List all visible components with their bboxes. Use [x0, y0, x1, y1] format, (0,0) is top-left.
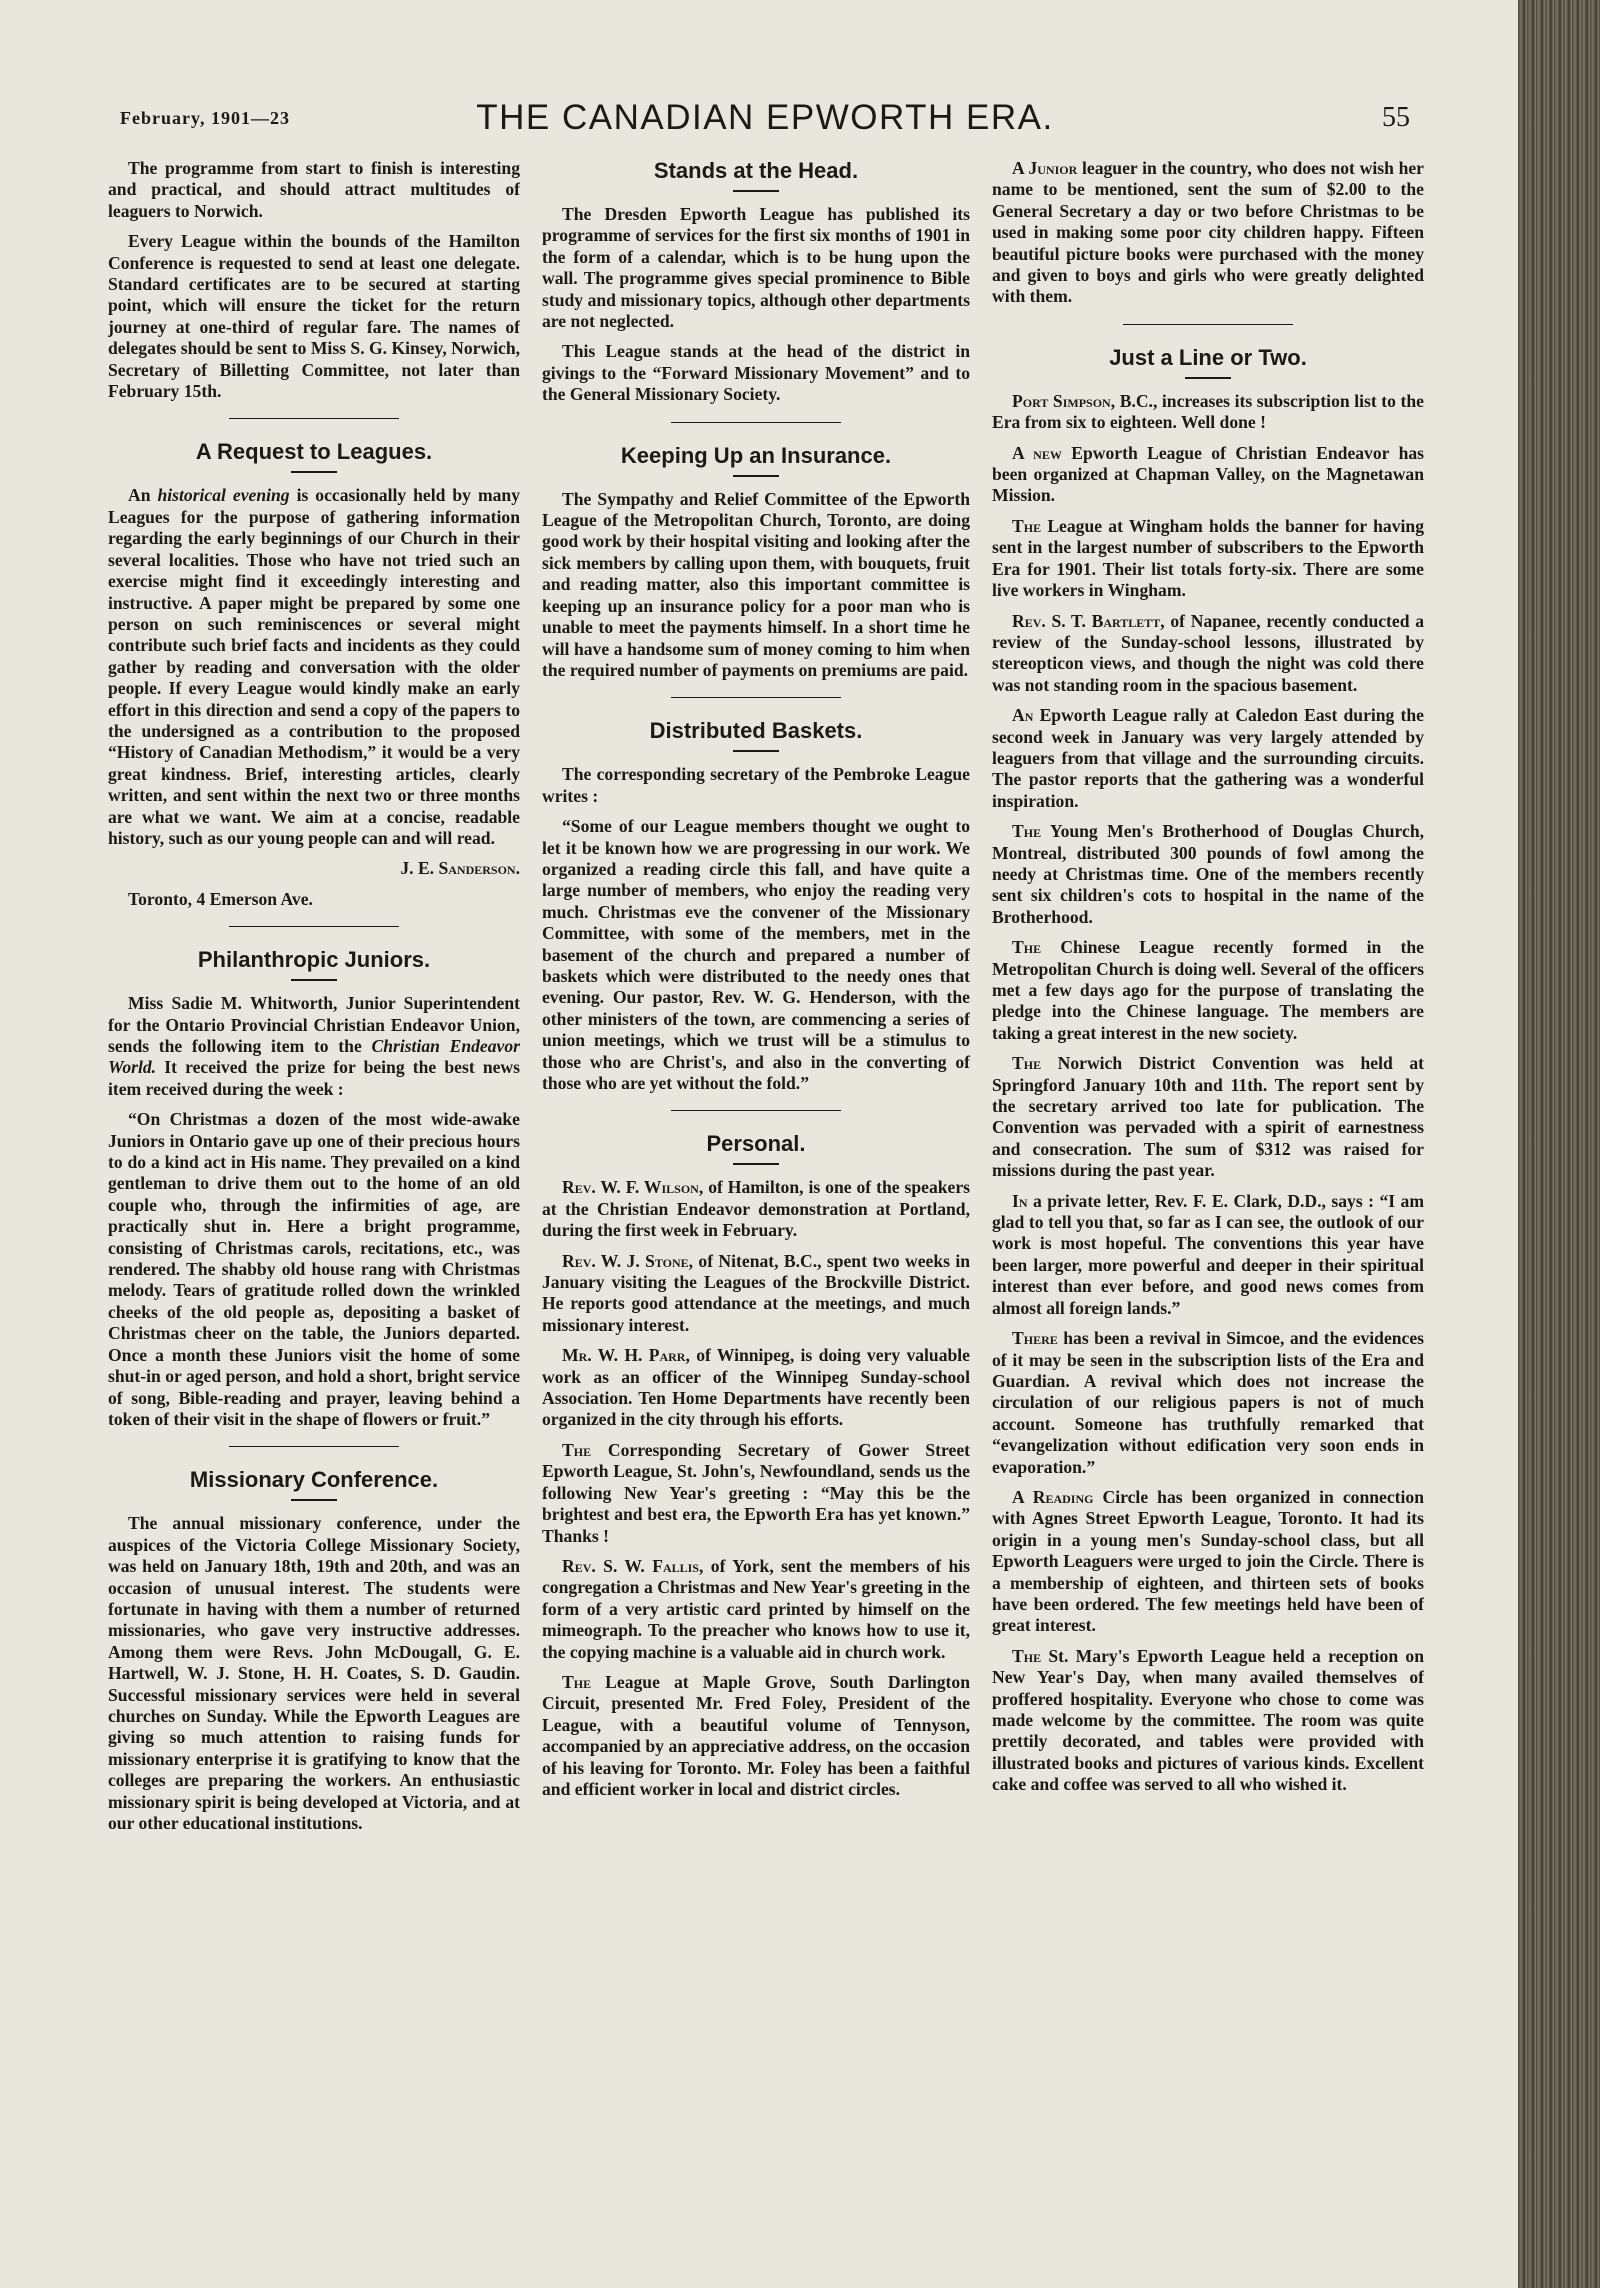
heading-stands-at-the-head: Stands at the Head.	[653, 158, 859, 183]
personal-item: The Corresponding Secretary of Gower Street Epworth League, St. John's, Newfoundland, sends us the following New Year's greeting : “May this be the brightest and best era, the Epworth Era has yet known.” Thanks !	[542, 1439, 970, 1546]
news-item: Port Simpson, B.C., increases its subscription list to the Era from six to eighteen. Well done !	[992, 390, 1424, 433]
section-divider	[229, 418, 399, 419]
news-item: In a private letter, Rev. F. E. Clark, D.D., says : “I am glad to tell you that, so far as I can see, the outlook of our work is most hopeful. The conventions this year have been larger, more powerful and deeper in their spiritual interest than ever before, and good news comes from almost all foreign lands.”	[992, 1190, 1424, 1318]
masthead-title: THE CANADIAN EPWORTH ERA.	[476, 98, 1054, 137]
heading-distributed-baskets: Distributed Baskets.	[649, 718, 863, 744]
news-item: The League at Wingham holds the banner for having sent in the largest number of subscribers to the Epworth Era for 1901. Their list totals forty-six. There are some live workers in Wingham.	[992, 515, 1424, 601]
section-divider	[671, 422, 841, 423]
news-item: Rev. S. T. Bartlett, of Napanee, recently conducted a review of the Sunday-school lessons, illustrated by stereopticon views, and though the night was cold there was not standing room in the spacious basement.	[992, 610, 1424, 695]
news-item: An Epworth League rally at Caledon East during the second week in January was very largely attended by leaguers from that village and the surrounding circuits. The pastor reports that the gathering was a wonderful inspiration.	[992, 705, 1424, 811]
news-item: A Reading Circle has been organized in connection with Agnes Street Epworth League, Toronto. It had its origin in a young men's Sunday-school class, but all Epworth Leaguers were urged to join the Circle. There is a membership of eighteen, and thirteen sets of books have been ordered. The few meetings held have been of great interest.	[992, 1486, 1424, 1636]
news-item: The Chinese League recently formed in the Metropolitan Church is doing well. Several of the officers met a few days ago for the purpose of translating the pledge into the Chinese language. The members are taking a great interest in the new society.	[992, 937, 1424, 1043]
heading-keeping-up-insurance: Keeping Up an Insurance.	[620, 442, 892, 468]
personal-item: The League at Maple Grove, South Darlington Circuit, presented Mr. Fred Foley, President of the League, with a beautiful volume of Tennyson, accompanied by an appreciative address, on the occasion of his leaving for Toronto. Mr. Foley has been a faithful and efficient worker in local and district circles.	[542, 1671, 970, 1799]
column-3	[992, 158, 1424, 2248]
philanthropic-paragraph-1: Miss Sadie M. Whitworth, Junior Superintendent for the Ontario Provincial Christian Endeavor Union, sends the following item to the Christian Endeavor World. It received the prize for being the best news item received during the week :	[108, 993, 520, 1099]
section-divider	[229, 926, 399, 927]
heading-personal: Personal.	[706, 1131, 806, 1157]
news-item: There has been a revival in Simcoe, and the evidences of it may be seen in the subscription lists of the Era and Guardian. A revival which does not increase the circulation of our religious papers is not of much account. Someone has truthfully remarked that “evangelization without edification very soon ends in evaporation.”	[992, 1328, 1424, 1477]
norwich-paragraph-2: Every League within the bounds of the Hamilton Conference is requested to send at least one delegate. Standard certificates are to be secured at starting point, which will ensure the ticket for the return journey at one-third of regular fare. The names of delegates should be sent to Miss S. G. Kinsey, Norwich, Secretary of Billetting Committee, not later than February 15th.	[108, 231, 520, 402]
personal-item: Rev. W. J. Stone, of Nitenat, B.C., spent two weeks in January visiting the Leagues of the Brockville District. He reports good attendance at the meetings, and much missionary interest.	[542, 1250, 970, 1335]
heading-underline	[733, 190, 779, 192]
heading-underline	[1185, 377, 1231, 379]
heading-underline	[733, 1163, 779, 1165]
column-1	[108, 158, 520, 2248]
heading-underline	[291, 979, 337, 981]
news-item: A new Epworth League of Christian Endeavor has been organized at Chapman Valley, on the Magnetawan Mission.	[992, 442, 1424, 506]
section-divider	[671, 1110, 841, 1111]
request-signature: J. E. Sanderson.	[400, 858, 520, 879]
request-paragraph: An historical evening is occasionally held by many Leagues for the purpose of gathering information regarding the early beginnings of our Church in their several localities. Those who have not tried such an exercise might find it exceedingly interesting and instructive. A paper might be prepared by some one person on such reminiscences or several might contribute such brief facts and incidents as they could gather by reading and conversation with the older people. If every League would kindly make an early effort in this direction and send a copy of the papers to the undersigned as a contribution to the proposed “History of Canadian Methodism,” it would be a very great kindness. Brief, interesting articles, clearly written, and sent within the next two or three months are what we want. We aim at a concise, readable history, such as our young people can and will read.	[108, 485, 520, 848]
heading-request-to-leagues: A Request to Leagues.	[195, 439, 433, 465]
insurance-paragraph: The Sympathy and Relief Committee of the Epworth League of the Metropolitan Church, Toronto, are doing good work by their hospital visiting and looking after the sick members by calling upon them, with bouquets, fruit and reading matter, also this important committee is keeping up an insurance policy for a poor man who is unable to meet the payments himself. In a short time he will have a handsome sum of money coming to him when the required number of payments on premiums are paid.	[542, 488, 970, 680]
philanthropic-paragraph-2: “On Christmas a dozen of the most wide-awake Juniors in Ontario gave up one of their precious hours to do a kind act in His name. They prevailed on a kind gentleman to drive them out to the home of an old couple who, through the infirmities of age, are practically shut in. Here a bright programme, consisting of Christmas carols, recitations, etc., was rendered. The shabby old house rang with Christmas melody. Tears of gratitude rolled down the wrinkled cheeks of the old people as, depositing a basket of Christmas cheer on the table, the Juniors departed. Once a month these Juniors visit the home of some shut-in or aged person, and hold a short, bright service of song, Bible-reading and prayer, leaving behind a token of their visit in the shape of flowers or fruit.”	[108, 1109, 520, 1429]
column-2	[542, 158, 970, 2248]
personal-item: Rev. W. F. Wilson, of Hamilton, is one of the speakers at the Christian Endeavor demonstration at Portland, during the first week in February.	[542, 1177, 970, 1241]
stands-paragraph-2: This League stands at the head of the district in givings to the “Forward Missionary Movement” and to the General Missionary Society.	[542, 341, 970, 405]
stands-paragraph-1: The Dresden Epworth League has published its programme of services for the first six months of 1901 in the form of a calendar, which is to be hung upon the wall. The programme gives special prominence to Bible study and missionary topics, although other departments are not neglected.	[542, 204, 970, 332]
personal-item: Rev. S. W. Fallis, of York, sent the members of his congregation a Christmas and New Year's greeting in the form of a very artistic card printed by himself on the mimeograph. To the preacher who knows how to use it, the copying machine is a valuable aid in church work.	[542, 1555, 970, 1662]
heading-philanthropic-juniors: Philanthropic Juniors.	[197, 947, 431, 973]
issue-date: February, 1901—23	[120, 108, 290, 128]
missionary-paragraph: The annual missionary conference, under the auspices of the Victoria College Missionary Society, was held on January 18th, 19th and 20th, and was an occasion of unusual interest. The students were fortunate in having with them a number of returned missionaries, who gave very instructive addresses. Among them were Revs. John McDougall, G. E. Hartwell, W. J. Stone, H. H. Coates, S. D. Gaudin. Successful missionary services were held in several churches on Sunday. While the Epworth Leagues are giving so much attention to raising funds for missionary enterprise it is gratifying to know that the colleges are preparing the workers. An enthusiastic missionary spirit is being developed at Victoria, and at our other educational institutions.	[108, 1513, 520, 1833]
news-item: The Young Men's Brotherhood of Douglas Church, Montreal, distributed 300 pounds of fowl among the needy at Christmas time. One of the members recently sent six children's cots to hospital in the name of the Brotherhood.	[992, 821, 1424, 927]
page-stack-edge	[1518, 0, 1600, 2288]
junior-leaguer-paragraph: A Junior leaguer in the country, who does not wish her name to be mentioned, sent the sum of $2.00 to the General Secretary a day or two before Christmas to be used in making some poor city children happy. Fifteen beautiful picture books were purchased with the money and given to boys and girls who were greatly delighted with them.	[992, 158, 1424, 307]
heading-underline	[291, 1499, 337, 1501]
baskets-paragraph-2: “Some of our League members thought we ought to let it be known how we are progressing in our work. We organized a reading circle this fall, and have quite a large number of members, who enjoy the reading very much. Christmas eve the convener of the Missionary Committee, with some of the members, met in the basement of the church and prepared a number of baskets which were distributed to the needy ones that evening. Our pastor, Rev. W. G. Henderson, with the other ministers of the town, are commencing a series of union meetings, which we trust will be a stimulus to those who are Christ's, and also in the converting of those who are yet without the fold.”	[542, 816, 970, 1093]
baskets-paragraph-1: The corresponding secretary of the Pembroke League writes :	[542, 764, 970, 806]
personal-item: Mr. W. H. Parr, of Winnipeg, is doing very valuable work as an officer of the Winnipeg Sunday-school Association. Ten Home Departments have recently been organized in the city through his efforts.	[542, 1345, 970, 1430]
section-divider	[1123, 324, 1293, 325]
page-number: 55	[1382, 102, 1410, 133]
news-item: The St. Mary's Epworth League held a reception on New Year's Day, when many availed themselves of proffered hospitality. Everyone who chose to come was made welcome by the committee. The room was quite prettily decorated, and tables were provided with illustrated books and pictures of various kinds. Excellent cake and coffee was served to all who wished it.	[992, 1645, 1424, 1795]
section-divider	[229, 1446, 399, 1447]
norwich-paragraph-1: The programme from start to finish is interesting and practical, and should attract multitudes of leaguers to Norwich.	[108, 158, 520, 221]
heading-underline	[291, 471, 337, 473]
section-divider	[671, 697, 841, 698]
heading-underline	[733, 475, 779, 477]
heading-underline	[733, 750, 779, 752]
page-header	[120, 98, 1410, 146]
news-item: The Norwich District Convention was held at Springford January 10th and 11th. The report sent by the secretary arrived too late for publication. The Convention was pervaded with a spirit of earnestness and consecration. The sum of $312 was raised for missions during the past year.	[992, 1053, 1424, 1181]
heading-just-a-line: Just a Line or Two.	[1109, 344, 1307, 370]
heading-missionary-conference: Missionary Conference.	[189, 1467, 439, 1493]
request-address: Toronto, 4 Emerson Ave.	[128, 888, 313, 909]
